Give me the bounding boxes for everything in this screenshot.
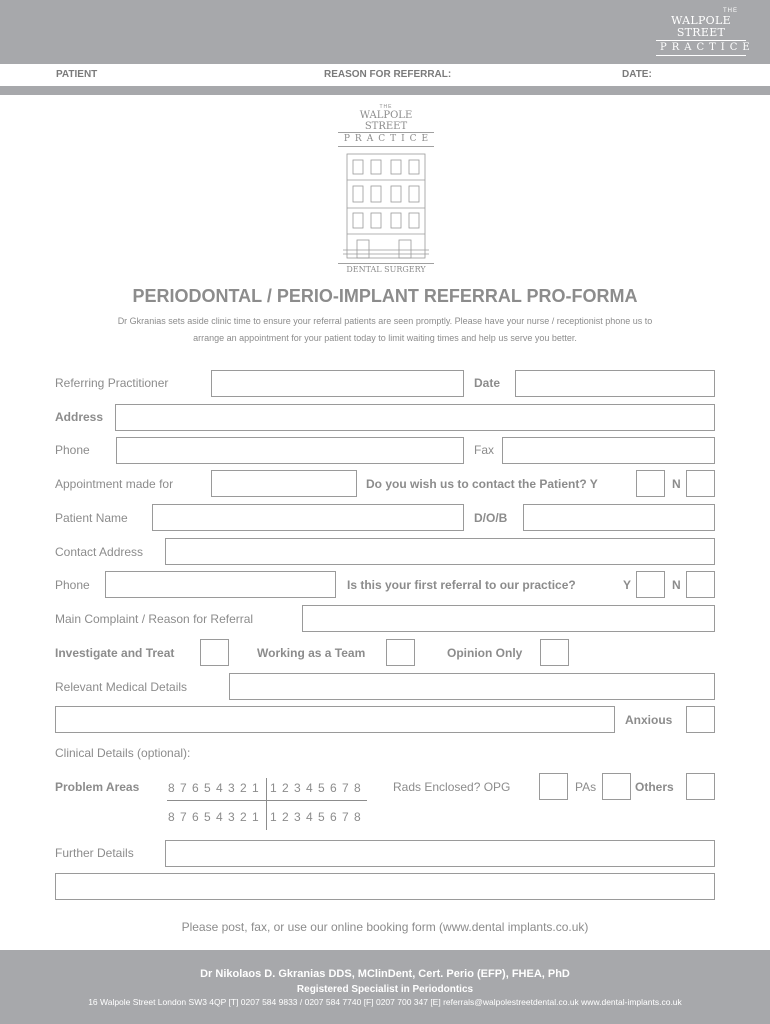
header-patient-label: PATIENT bbox=[56, 69, 98, 80]
teeth-upper-right[interactable]: 1 2 3 4 5 6 7 8 bbox=[270, 781, 362, 795]
dental-chart-vertical-line bbox=[266, 778, 267, 830]
relevant-medical-field[interactable] bbox=[229, 673, 715, 700]
doctor-name: Dr Nikolaos D. Gkranias DDS, MClinDent, Cert. Perio (EFP), FHEA, PhD bbox=[200, 968, 570, 980]
top-banner bbox=[0, 0, 770, 64]
contact-patient-no-label: N bbox=[672, 477, 681, 491]
patient-phone-label: Phone bbox=[55, 578, 90, 592]
first-referral-question: Is this your first referral to our practice? bbox=[347, 578, 576, 592]
contact-patient-yes-checkbox[interactable] bbox=[636, 470, 665, 497]
footer-band bbox=[0, 950, 770, 1024]
contact-patient-question: Do you wish us to contact the Patient? Y bbox=[366, 477, 598, 491]
date-label: Date bbox=[474, 376, 501, 390]
main-complaint-field[interactable] bbox=[302, 605, 715, 632]
logo-the: THE bbox=[379, 104, 393, 110]
fax-field[interactable] bbox=[502, 437, 715, 464]
first-referral-yes-label: Y bbox=[623, 578, 632, 592]
contact-address-label: Contact Address bbox=[55, 545, 144, 559]
first-referral-yes-checkbox[interactable] bbox=[636, 571, 665, 598]
contact-patient-no-checkbox[interactable] bbox=[686, 470, 715, 497]
brand-the: THE bbox=[723, 8, 738, 14]
teeth-lower-left[interactable]: 8 7 6 5 4 3 2 1 bbox=[168, 810, 260, 824]
dental-chart-horizontal-line bbox=[167, 800, 367, 801]
patient-phone-field[interactable] bbox=[105, 571, 336, 598]
working-team-checkbox[interactable] bbox=[386, 639, 415, 666]
pas-label: PAs bbox=[575, 780, 597, 794]
header-date-label: DATE: bbox=[622, 69, 652, 80]
others-label: Others bbox=[635, 780, 674, 794]
patient-name-label: Patient Name bbox=[55, 511, 128, 525]
further-details-field[interactable] bbox=[165, 840, 715, 867]
dob-label: D/O/B bbox=[474, 511, 508, 525]
header-reason-label: REASON FOR REFERRAL: bbox=[324, 69, 452, 80]
referring-practitioner-field[interactable] bbox=[211, 370, 464, 397]
contact-address-field[interactable] bbox=[165, 538, 715, 565]
further-details-field-2[interactable] bbox=[55, 873, 715, 900]
intro-text: Dr Gkranias sets aside clinic time to ensure your referral patients are seen promptly. Please have your nurse / receptionist phone us to arrange an appointment for your patient today to limit waiting times and help us serve you better. bbox=[117, 316, 653, 343]
further-details-label: Further Details bbox=[55, 846, 134, 860]
appointment-for-label: Appointment made for bbox=[55, 477, 174, 491]
doctor-title: Registered Specialist in Periodontics bbox=[296, 984, 474, 995]
others-checkbox[interactable] bbox=[686, 773, 715, 800]
brand-logo-top bbox=[656, 8, 755, 56]
brand-name: WALPOLE STREET bbox=[656, 15, 746, 41]
referring-practitioner-label: Referring Practitioner bbox=[55, 376, 169, 390]
relevant-medical-label: Relevant Medical Details bbox=[55, 680, 188, 694]
contact-details: 16 Walpole Street London SW3 4QP [T] 0207 584 9833 / 0207 584 7740 [F] 0207 700 347 [E] referrals@walpolestreetdental.co.uk www.dental-implants.co.uk bbox=[88, 997, 682, 1007]
opinion-only-checkbox[interactable] bbox=[540, 639, 569, 666]
phone-label: Phone bbox=[55, 443, 90, 457]
building-illustration-icon bbox=[343, 150, 429, 262]
teeth-lower-right[interactable]: 1 2 3 4 5 6 7 8 bbox=[270, 810, 362, 824]
header-row bbox=[0, 64, 770, 86]
booking-note: Please post, fax, or use our online booking form (www.dental implants.co.uk) bbox=[181, 920, 589, 934]
header-divider bbox=[0, 86, 770, 95]
rads-enclosed-label: Rads Enclosed? OPG bbox=[393, 780, 511, 794]
problem-areas-label: Problem Areas bbox=[55, 780, 140, 794]
address-label: Address bbox=[55, 410, 104, 424]
opinion-only-label: Opinion Only bbox=[447, 646, 523, 660]
first-referral-no-checkbox[interactable] bbox=[686, 571, 715, 598]
main-complaint-label: Main Complaint / Reason for Referral bbox=[55, 612, 254, 626]
logo-name: WALPOLE STREET bbox=[338, 110, 434, 133]
appointment-for-field[interactable] bbox=[211, 470, 357, 497]
opg-checkbox[interactable] bbox=[539, 773, 568, 800]
relevant-medical-field-2[interactable] bbox=[55, 706, 615, 733]
first-referral-no-label: N bbox=[672, 578, 681, 592]
dob-field[interactable] bbox=[523, 504, 715, 531]
investigate-treat-label: Investigate and Treat bbox=[55, 646, 175, 660]
patient-name-field[interactable] bbox=[152, 504, 464, 531]
clinical-details-label: Clinical Details (optional): bbox=[55, 746, 191, 760]
form-title: PERIODONTAL / PERIO-IMPLANT REFERRAL PRO-FORMA bbox=[132, 286, 638, 306]
anxious-checkbox[interactable] bbox=[686, 706, 715, 733]
investigate-treat-checkbox[interactable] bbox=[200, 639, 229, 666]
date-field[interactable] bbox=[515, 370, 715, 397]
logo-practice: PRACTICE bbox=[338, 133, 434, 147]
phone-field[interactable] bbox=[116, 437, 464, 464]
fax-label: Fax bbox=[474, 443, 495, 457]
address-field[interactable] bbox=[115, 404, 715, 431]
anxious-label: Anxious bbox=[625, 713, 673, 727]
practice-logo bbox=[338, 104, 434, 274]
working-team-label: Working as a Team bbox=[257, 646, 366, 660]
pas-checkbox[interactable] bbox=[602, 773, 631, 800]
brand-practice: PRACTICE bbox=[656, 41, 746, 56]
logo-dental-surgery: DENTAL SURGERY bbox=[338, 263, 434, 275]
teeth-upper-left[interactable]: 8 7 6 5 4 3 2 1 bbox=[168, 781, 260, 795]
